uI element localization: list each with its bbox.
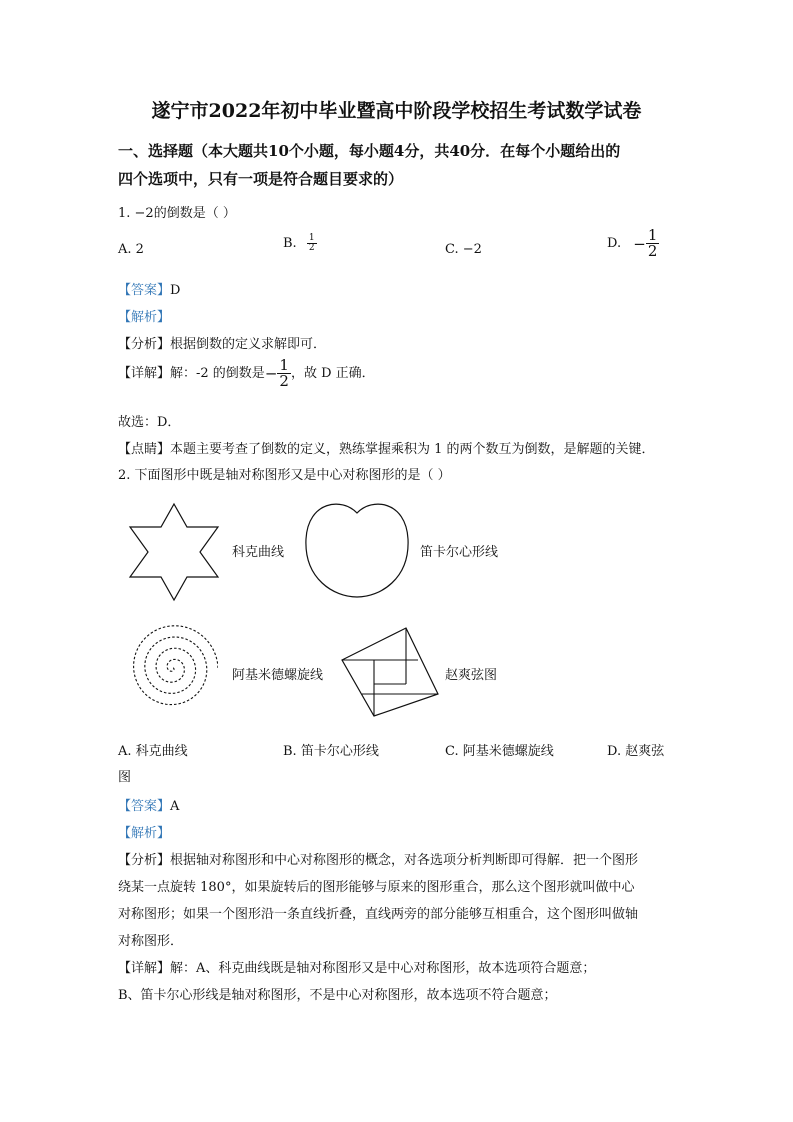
section-heading-line2: 四个选项中，只有一项是符合题目要求的）: [118, 170, 404, 188]
zhao-shuang-figure: [340, 626, 440, 718]
cardioid-label: 笛卡尔心形线: [420, 545, 499, 560]
koch-curve-label: 科克曲线: [232, 545, 285, 560]
q1-fenxi: 【分析】根据倒数的定义求解即可．: [118, 337, 327, 352]
q2-option-d: D. 赵爽弦: [607, 744, 665, 759]
q2-fenxi-line3: 对称图形；如果一个图形沿一条直线折叠，直线两旁的部分能够互相重合，这个图形叫做轴: [118, 907, 639, 922]
koch-curve-figure: [126, 502, 222, 602]
zhao-shuang-label: 赵爽弦图: [445, 668, 498, 683]
archimedean-spiral-label: 阿基米德螺旋线: [232, 668, 324, 683]
q2-xiangjie-line2: B、笛卡尔心形线是轴对称图形，不是中心对称图形，故本选项不符合题意；: [118, 988, 557, 1003]
q1-xiangjie-fraction: $\frac{1}{2}$: [279, 356, 289, 390]
q1-answer: 【答案】D: [118, 283, 181, 298]
archimedean-spiral-figure: [128, 620, 218, 716]
q2-option-c: C. 阿基米德螺旋线: [445, 744, 554, 759]
q1-option-d-fraction: $\frac{1}{2}$: [647, 226, 658, 260]
q2-fenxi-line2: 绕某一点旋转 180°，如果旋转后的图形能够与原来的图形重合，那么这个图形就叫做中心: [118, 880, 635, 895]
q1-guxuan: 故选：D．: [118, 415, 181, 430]
q1-xiangjie: 【详解】解：-2 的倒数是− $\frac{1}{2}$ ，故 D 正确．: [118, 356, 375, 390]
q1-option-a: A. 2: [118, 242, 144, 257]
q2-answer: 【答案】A: [118, 799, 180, 814]
q2-stem: 2. 下面图形中既是轴对称图形又是中心对称图形的是（ ）: [118, 468, 451, 483]
page-title: 遂宁市2022年初中毕业暨高中阶段学校招生考试数学试卷: [151, 100, 642, 122]
q2-option-a: A. 科克曲线: [118, 744, 188, 759]
q1-option-c: C. −2: [445, 242, 482, 257]
cardioid-figure: [302, 499, 412, 599]
q2-jiexi-tag: 【解析】: [118, 826, 171, 841]
q2-option-b: B. 笛卡尔心形线: [283, 744, 379, 759]
q2-fenxi-line4: 对称图形．: [118, 934, 184, 949]
q2-option-d-wrap: 图: [118, 770, 132, 785]
q1-stem: 1. −2的倒数是（ ）: [118, 206, 236, 221]
q1-option-b: B. $\frac{1}{2}$: [283, 233, 315, 253]
q1-option-d: D. − $\frac{1}{2}$: [607, 226, 658, 260]
q1-dianjing: 【点睛】本题主要考查了倒数的定义，熟练掌握乘积为 1 的两个数互为倒数，是解题的关键．: [118, 442, 655, 457]
q2-fenxi-line1: 【分析】根据轴对称图形和中心对称图形的概念，对各选项分析判断即可得解．把一个图形: [118, 853, 639, 868]
q2-xiangjie-line1: 【详解】解：A、科克曲线既是轴对称图形又是中心对称图形，故本选项符合题意；: [118, 961, 596, 976]
section-heading-line1: 一、选择题（本大题共10个小题，每小题4分，共40分．在每个小题给出的: [118, 142, 621, 160]
q1-option-b-fraction: $\frac{1}{2}$: [308, 233, 315, 253]
q1-jiexi-tag: 【解析】: [118, 310, 171, 325]
